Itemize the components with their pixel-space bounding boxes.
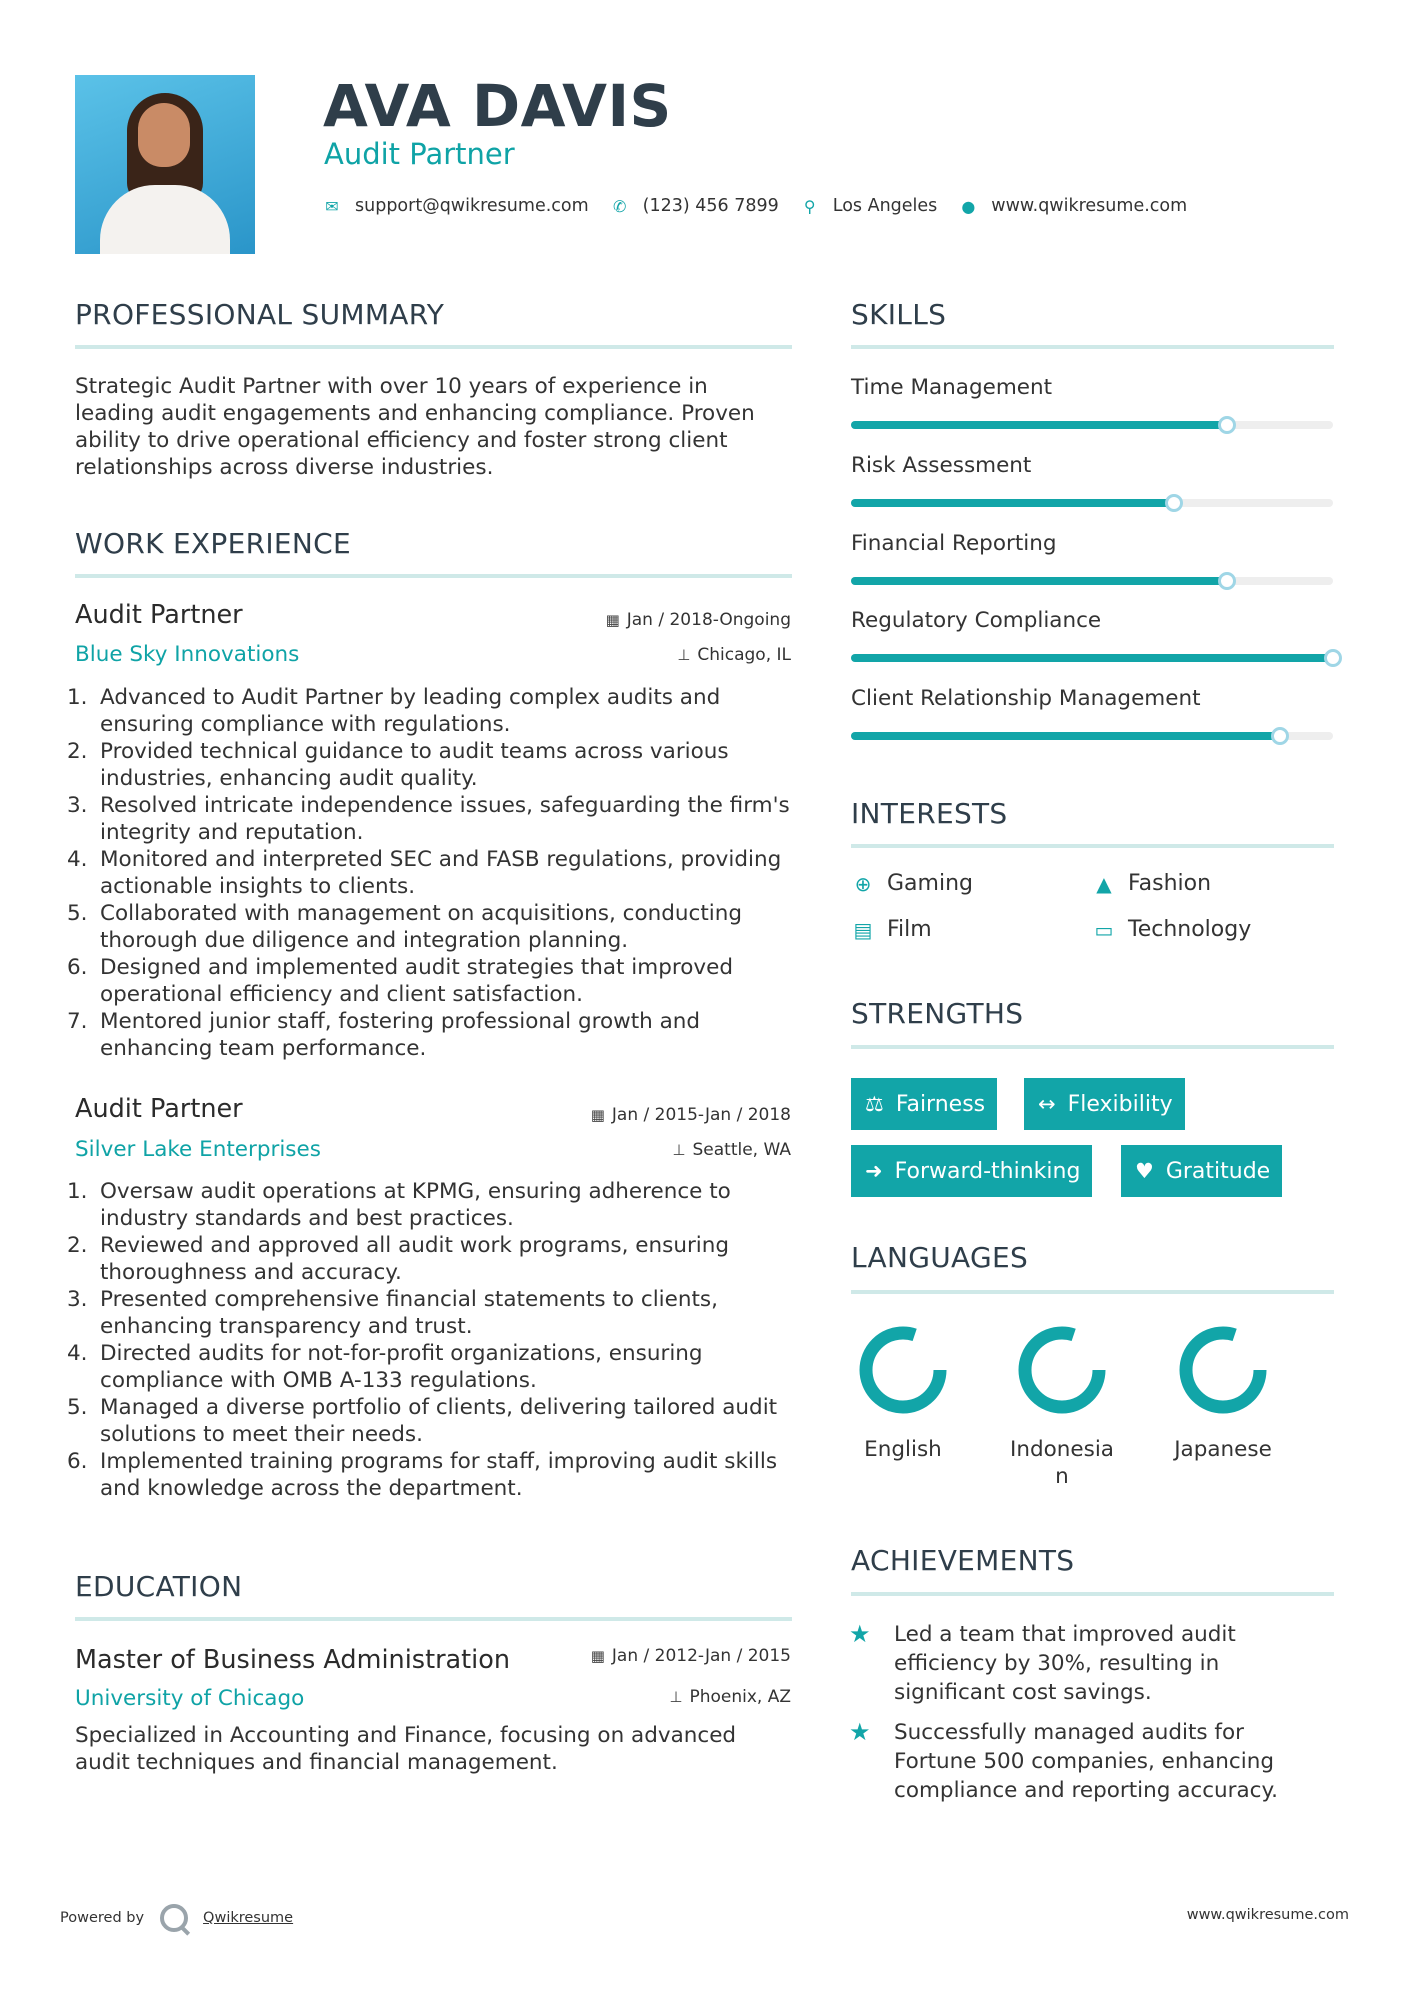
qwikresume-logo-icon (160, 1904, 188, 1932)
language-item (833, 1322, 973, 1463)
globe-icon: ● (961, 196, 976, 216)
language-name: English (864, 1437, 942, 1462)
balance-scale-icon: ⚖ (865, 1092, 884, 1116)
shopping-bag-icon: ▲ (1096, 871, 1112, 896)
list-item: 5. Managed a diverse portfolio of clients, delivering tailored audit solutions to meet their needs. (67, 1395, 778, 1447)
strengths-divider (851, 1045, 1334, 1049)
list-item: 6. Implemented training programs for staff, improving audit skills and knowledge across the department. (67, 1449, 778, 1501)
phone-icon: ✆ (612, 196, 627, 216)
interest-item: ⊕ Gaming (849, 871, 973, 896)
strength-tag: ↔ Flexibility (1024, 1078, 1185, 1130)
candidate-title: Audit Partner (324, 137, 515, 171)
skill-bar (851, 577, 1333, 585)
education-description: Specialized in Accounting and Finance, focusing on advanced audit techniques and financial management. (75, 1723, 737, 1775)
language-name: Japanese (1174, 1437, 1272, 1462)
skill-label: Risk Assessment (851, 453, 1032, 478)
strengths-heading: STRENGTHS (851, 997, 1024, 1030)
language-item (992, 1322, 1132, 1490)
list-item: 1. Oversaw audit operations at KPMG, ensuring adherence to industry standards and best practices. (67, 1179, 731, 1231)
strength-tag: ♥ Gratitude (1121, 1145, 1282, 1197)
interest-item: ▭ Technology (1090, 917, 1251, 942)
job-company: Silver Lake Enterprises (75, 1137, 321, 1162)
job-dates: ▦ Jan / 2015-Jan / 2018 (590, 1105, 791, 1125)
skill-label: Regulatory Compliance (851, 608, 1102, 633)
languages-heading: LANGUAGES (851, 1241, 1029, 1274)
contact-email[interactable]: support@qwikresume.com (355, 196, 589, 216)
calendar-icon: ▦ (590, 1106, 605, 1124)
skill-bar-knob (1218, 416, 1236, 434)
experience-heading: WORK EXPERIENCE (75, 527, 351, 560)
summary-divider (75, 345, 792, 349)
skill-bar-knob (1218, 572, 1236, 590)
job-dates: ▦ Jan / 2018-Ongoing (605, 610, 791, 630)
contact-bar (323, 196, 1209, 216)
interest-item: ▲ Fashion (1090, 871, 1211, 896)
contact-location: Los Angeles (832, 196, 938, 216)
contact-website[interactable]: www.qwikresume.com (991, 196, 1188, 216)
candidate-name: AVA DAVIS (323, 72, 672, 140)
degree-title: Master of Business Administration (75, 1645, 511, 1675)
skill-bar-knob (1324, 649, 1342, 667)
summary-heading: PROFESSIONAL SUMMARY (75, 298, 445, 331)
skill-bar (851, 654, 1333, 662)
contact-phone[interactable]: (123) 456 7899 (642, 196, 779, 216)
achievement-item: ★ Successfully managed audits for Fortune 500 companies, enhancing compliance and reporting accuracy. (849, 1718, 1278, 1803)
job-company: Blue Sky Innovations (75, 642, 300, 667)
skill-bar (851, 421, 1333, 429)
achievement-item: ★ Led a team that improved audit efficiency by 30%, resulting in significant cost savings. (849, 1620, 1236, 1705)
achievements-heading: ACHIEVEMENTS (851, 1544, 1075, 1577)
star-icon: ★ (849, 1620, 871, 1648)
list-item: 3. Resolved intricate independence issues, safeguarding the firm's integrity and reputation. (67, 793, 790, 845)
job-title: Audit Partner (75, 1094, 243, 1124)
skills-divider (851, 345, 1334, 349)
pushpin-icon: ⊥ (669, 1688, 683, 1706)
skill-bar-knob (1271, 727, 1289, 745)
language-ring-arc (1025, 1333, 1099, 1407)
calendar-icon: ▦ (605, 611, 620, 629)
footer-url[interactable]: www.qwikresume.com (1186, 1907, 1349, 1923)
list-item: 2. Provided technical guidance to audit teams across various industries, enhancing audit quality. (67, 739, 729, 791)
language-ring-arc (866, 1333, 940, 1407)
job-location: ⊥ Chicago, IL (677, 645, 791, 665)
strength-tag: ➜ Forward-thinking (851, 1145, 1092, 1197)
experience-divider (75, 574, 792, 578)
arrows-horizontal-icon: ↔ (1038, 1092, 1056, 1116)
footer-powered-by: Powered by Qwikresume (60, 1904, 293, 1932)
language-ring-arc (1186, 1333, 1260, 1407)
skill-label: Financial Reporting (851, 531, 1057, 556)
list-item: 6. Designed and implemented audit strategies that improved operational efficiency and client satisfaction. (67, 955, 733, 1007)
heart-icon: ♥ (1135, 1159, 1154, 1183)
list-item: 5. Collaborated with management on acquisitions, conducting thorough due diligence and integration planning. (67, 901, 743, 953)
skill-label: Client Relationship Management (851, 686, 1201, 711)
achievements-divider (851, 1592, 1334, 1596)
skill-bar-fill (851, 499, 1174, 507)
list-item: 4. Monitored and interpreted SEC and FASB regulations, providing actionable insights to clients. (67, 847, 782, 899)
pushpin-icon: ⊥ (672, 1141, 686, 1159)
skill-bar-fill (851, 654, 1333, 662)
star-icon: ★ (849, 1718, 871, 1746)
job-title: Audit Partner (75, 600, 243, 630)
list-item: 2. Reviewed and approved all audit work programs, ensuring thoroughness and accuracy. (67, 1233, 730, 1285)
pushpin-icon: ⊥ (677, 646, 691, 664)
film-icon: ▤ (853, 917, 873, 942)
language-progress-ring (1014, 1322, 1110, 1418)
interests-heading: INTERESTS (851, 797, 1008, 830)
languages-divider (851, 1290, 1334, 1294)
skill-bar-fill (851, 732, 1280, 740)
skills-heading: SKILLS (851, 298, 947, 331)
arrow-right-icon: ➜ (865, 1159, 883, 1183)
skill-bar-fill (851, 577, 1227, 585)
job-duties-list (67, 684, 790, 1062)
profile-photo (75, 75, 255, 254)
skill-bar-fill (851, 421, 1227, 429)
education-dates: ▦ Jan / 2012-Jan / 2015 (590, 1646, 791, 1666)
language-progress-ring (855, 1322, 951, 1418)
map-marker-icon: ⚲ (803, 196, 816, 216)
language-item (1153, 1322, 1293, 1463)
list-item: 3. Presented comprehensive financial statements to clients, enhancing transparency and trust. (67, 1287, 718, 1339)
laptop-icon: ▭ (1094, 917, 1114, 942)
footer-brand-link[interactable]: Qwikresume (203, 1910, 294, 1926)
interest-item: ▤ Film (849, 917, 932, 942)
job-location: ⊥ Seattle, WA (672, 1140, 791, 1160)
summary-text: Strategic Audit Partner with over 10 years of experience in leading audit engagements and enhancing compliance. Proven ability to drive operational efficiency and foster strong client relationships across diverse industries. (75, 374, 755, 480)
list-item: 7. Mentored junior staff, fostering professional growth and enhancing team performance. (67, 1009, 701, 1061)
skill-label: Time Management (851, 375, 1053, 400)
school-name: University of Chicago (75, 1686, 305, 1711)
job-duties-list (67, 1178, 790, 1502)
skill-bar-knob (1165, 494, 1183, 512)
strength-tag: ⚖ Fairness (851, 1078, 997, 1130)
list-item: 1. Advanced to Audit Partner by leading complex audits and ensuring compliance with regulations. (67, 685, 721, 737)
interests-divider (851, 844, 1334, 848)
skill-bar (851, 499, 1333, 507)
gamepad-icon: ⊕ (854, 871, 872, 896)
language-name: Indonesia n (1010, 1437, 1114, 1489)
language-progress-ring (1175, 1322, 1271, 1418)
skill-bar (851, 732, 1333, 740)
education-divider (75, 1617, 792, 1621)
envelope-icon: ✉ (325, 196, 339, 216)
education-location: ⊥ Phoenix, AZ (669, 1687, 791, 1707)
education-heading: EDUCATION (75, 1570, 243, 1603)
list-item: 4. Directed audits for not-for-profit organizations, ensuring compliance with OMB A-133 regulations. (67, 1341, 703, 1393)
calendar-icon: ▦ (590, 1647, 605, 1665)
